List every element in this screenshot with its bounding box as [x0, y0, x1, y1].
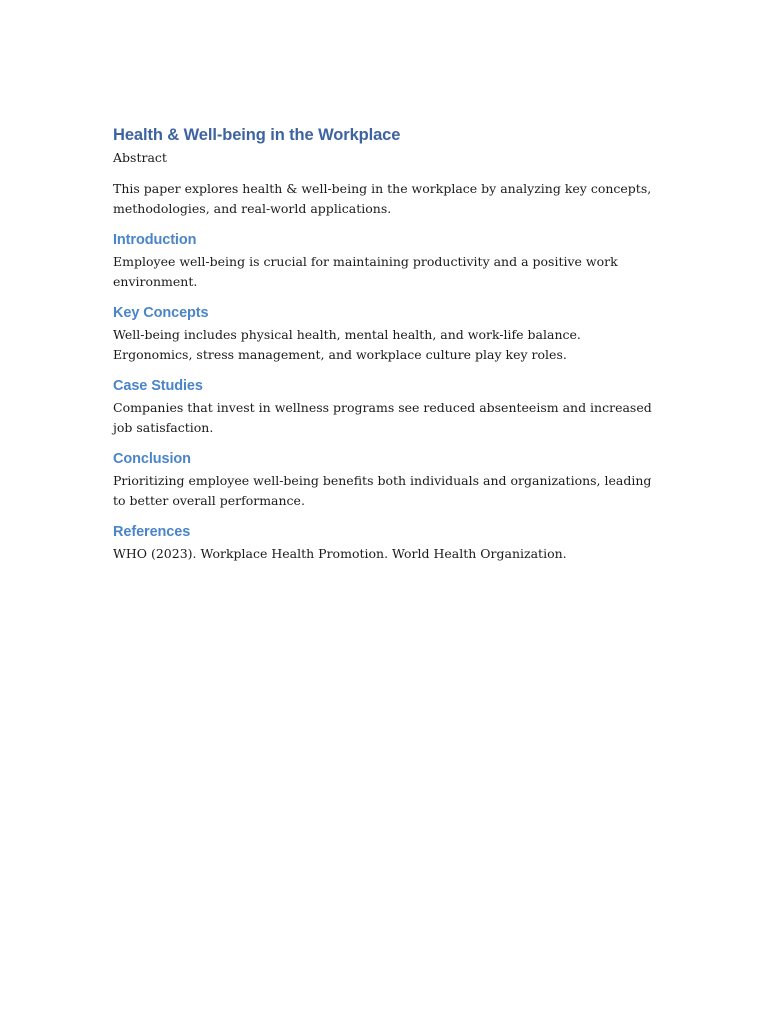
section-heading: Introduction [113, 232, 197, 248]
section-body: Companies that invest in wellness programs see reduced absenteeism and increased job satisfaction. [113, 400, 652, 435]
abstract-label: Abstract [113, 150, 167, 165]
section-body: Prioritizing employee well-being benefits both individuals and organizations, leading to better overall performance. [113, 473, 652, 508]
section-heading: Case Studies [113, 378, 203, 394]
section-heading: References [113, 524, 191, 540]
reference-entry: WHO (2023). Workplace Health Promotion. World Health Organization. [113, 546, 567, 561]
section-heading: Key Concepts [113, 305, 209, 321]
abstract-text: This paper explores health & well-being in the workplace by analyzing key concepts, methodologies, and real-world applications. [113, 181, 652, 216]
section-body: Employee well-being is crucial for maintaining productivity and a positive work environment. [113, 254, 618, 289]
section-body: Well-being includes physical health, mental health, and work-life balance. Ergonomics, stress management, and workplace culture play key roles. [113, 327, 581, 362]
section-case-studies [113, 376, 653, 437]
document-page [113, 124, 653, 564]
section-introduction [113, 230, 653, 291]
document-title: Health & Well-being in the Workplace [113, 126, 401, 144]
section-references [113, 522, 653, 564]
section-key-concepts [113, 303, 653, 364]
section-heading: Conclusion [113, 451, 191, 467]
section-conclusion [113, 449, 653, 510]
